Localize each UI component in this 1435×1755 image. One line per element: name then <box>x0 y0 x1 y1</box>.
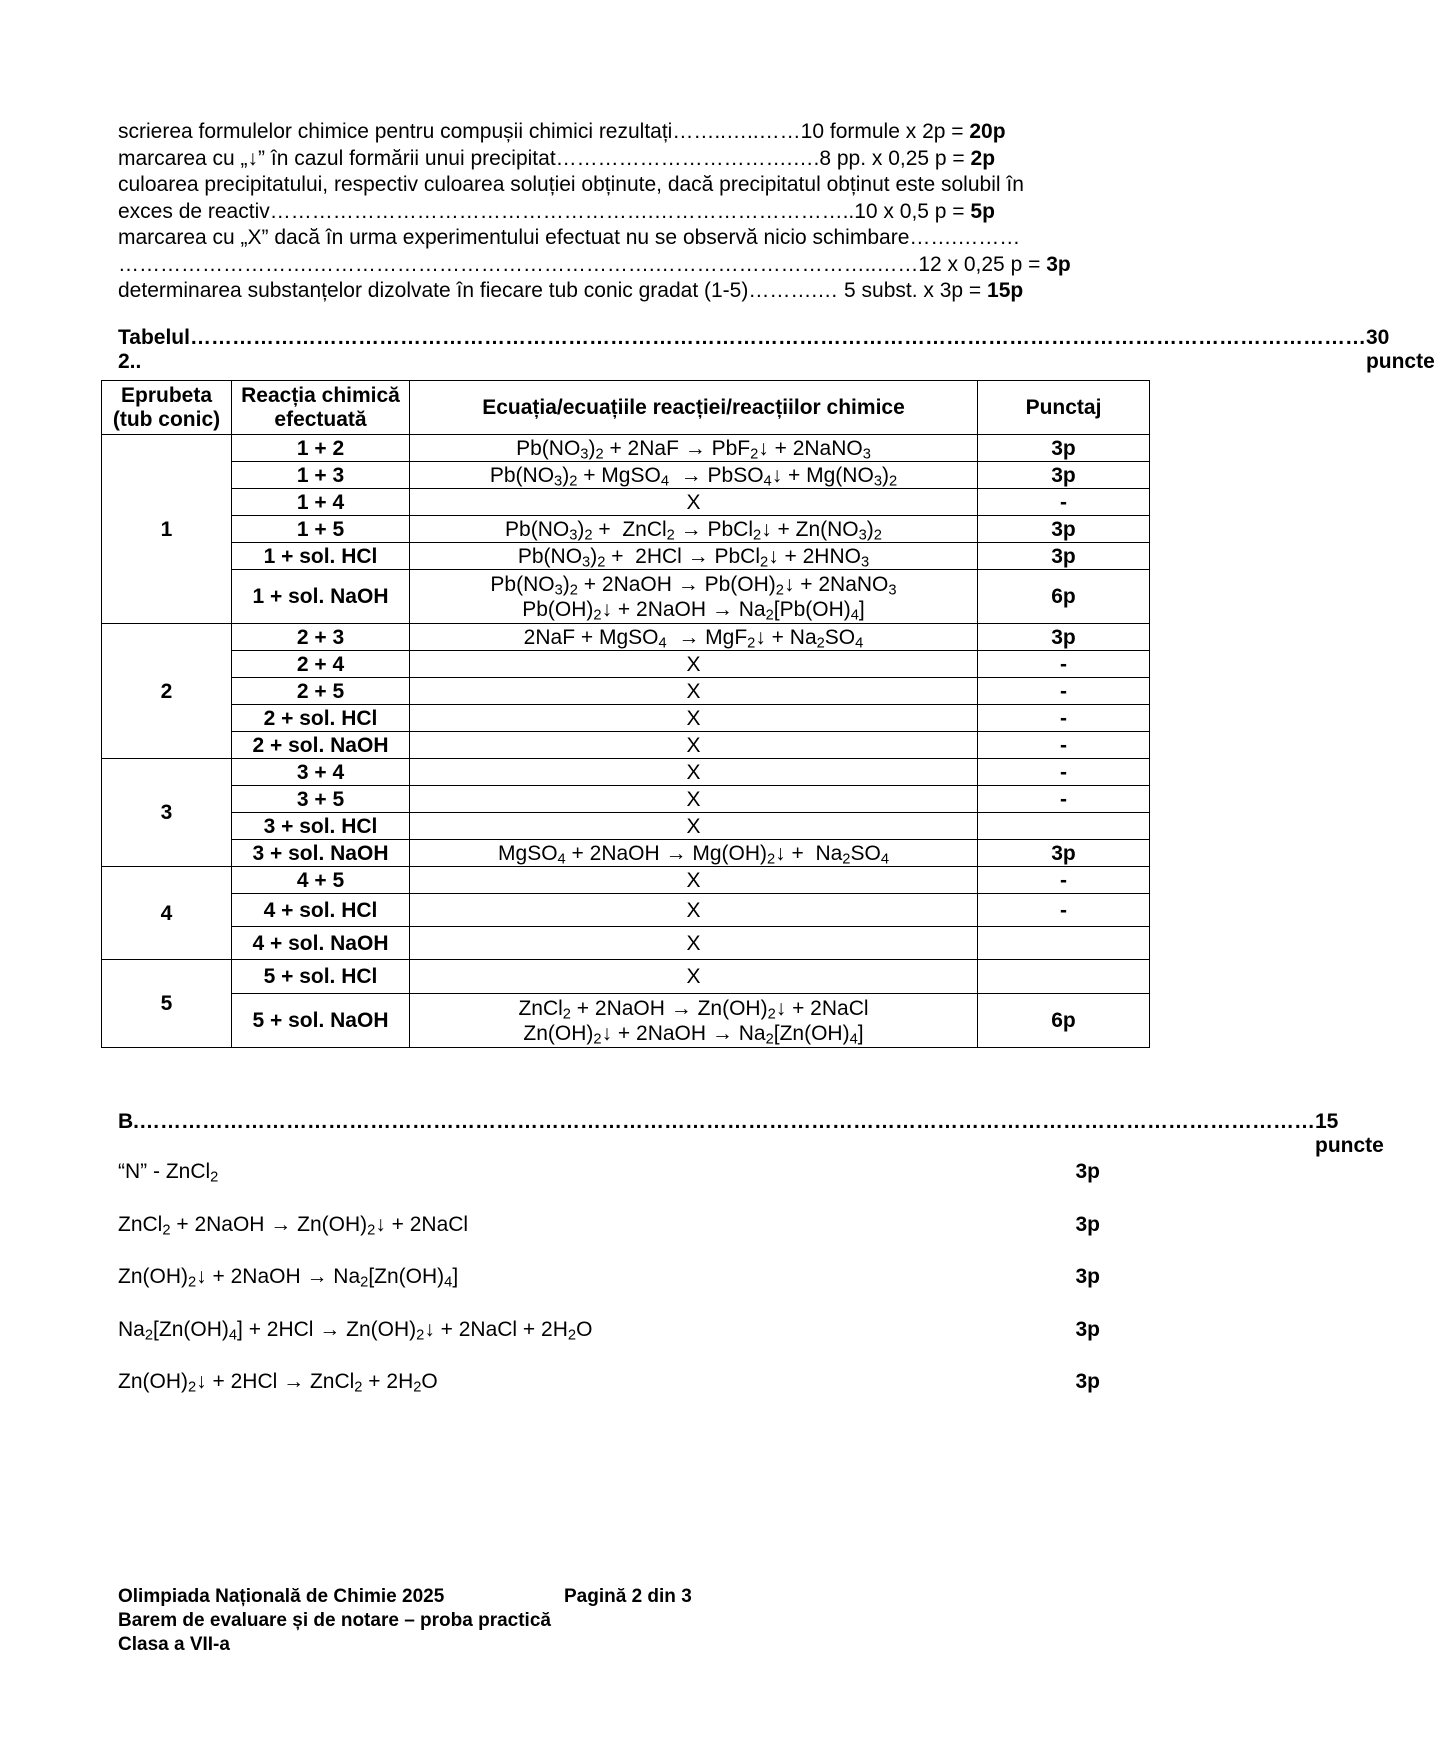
reaction-points: 3p <box>978 543 1150 570</box>
table2-label: Tabelul 2.. <box>118 326 190 373</box>
reaction-equation: X <box>410 651 978 678</box>
reaction-equation: X <box>410 759 978 786</box>
reaction-combo: 5 + sol. NaOH <box>232 994 410 1048</box>
table2-heading <box>118 326 1435 374</box>
reaction-equation: X <box>410 813 978 840</box>
table-row <box>102 489 1150 516</box>
tube-number: 1 <box>102 435 232 624</box>
reaction-combo: 1 + 3 <box>232 462 410 489</box>
reaction-combo: 2 + 3 <box>232 624 410 651</box>
reaction-combo: 3 + sol. NaOH <box>232 840 410 867</box>
reaction-points: 3p <box>978 840 1150 867</box>
section-b-equation: $Na_2[Zn(OH)_4] + 2HCl$ → $Zn(OH)_2↓$ + 2NaCl + $2H_2O$ <box>118 1317 593 1344</box>
footer <box>118 1585 692 1657</box>
scoring-text: ……………………….………………………………………….…………………………..……12 x 0,25 p = <box>118 252 1047 276</box>
section-b-equation: ZnCl$_2$ + 2NaOH → $Zn(OH)_2↓$ + 2NaCl <box>118 1212 469 1239</box>
reaction-points: 6p <box>978 570 1150 624</box>
reaction-combo: 3 + 4 <box>232 759 410 786</box>
footer-barem: Barem de evaluare și de notare – proba practică <box>118 1610 551 1631</box>
reaction-points <box>978 960 1150 994</box>
scoring-text: exces de reactiv……………………………………………….………………………..10 x 0,5 p = <box>118 199 971 223</box>
table-row <box>102 960 1150 994</box>
reaction-combo: 1 + sol. NaOH <box>232 570 410 624</box>
reaction-combo: 3 + 5 <box>232 786 410 813</box>
table-row <box>102 435 1150 462</box>
reaction-points: 6p <box>978 994 1150 1048</box>
table-row <box>102 732 1150 759</box>
scoring-text: determinarea substanțelor dizolvate în fiecare tub conic gradat (1-5)……….… 5 subst. x 3p = <box>118 279 988 302</box>
reaction-points: - <box>978 759 1150 786</box>
reaction-points: - <box>978 705 1150 732</box>
reaction-points: 3p <box>978 624 1150 651</box>
reaction-combo: 4 + sol. NaOH <box>232 927 410 960</box>
table-row <box>102 994 1150 1048</box>
section-b-points-value: 3p <box>1075 1370 1100 1393</box>
section-b-equation: $Zn(OH)_2↓$ + 2NaOH → $Na_2[Zn(OH)_4]$ <box>118 1265 459 1291</box>
reaction-equation: $Pb(NO_3)_2$ + ZnCl$_2$ → PbCl$_2$↓ + $Zn(NO_3)_2$ <box>410 516 978 543</box>
scoring-points: 2p <box>970 146 996 170</box>
reaction-points: - <box>978 867 1150 894</box>
reaction-combo: 4 + sol. HCl <box>232 894 410 927</box>
reaction-combo: 2 + 5 <box>232 678 410 705</box>
section-b-points-value: 3p <box>1075 1160 1100 1183</box>
table-row <box>102 759 1150 786</box>
table-row <box>102 894 1150 927</box>
scoring-line <box>118 198 995 225</box>
scoring-line <box>118 251 1071 278</box>
reaction-equation: X <box>410 894 978 927</box>
reaction-equation: X <box>410 705 978 732</box>
scoring-points: 3p <box>1046 252 1071 276</box>
reaction-combo: 1 + 2 <box>232 435 410 462</box>
tube-number: 5 <box>102 960 232 1048</box>
section-b-equation: “N” - ZnCl$_2$ <box>118 1160 219 1186</box>
reaction-combo: 1 + sol. HCl <box>232 543 410 570</box>
reaction-points: 3p <box>978 516 1150 543</box>
reaction-points: - <box>978 894 1150 927</box>
section-b-item <box>118 1160 1100 1184</box>
scoring-line <box>118 118 1006 145</box>
reaction-equation: 2NaF + MgSO$_4$ → MgF$_2$↓ + $Na_2SO_4$ <box>410 624 978 651</box>
table-row <box>102 813 1150 840</box>
reaction-combo: 2 + sol. HCl <box>232 705 410 732</box>
scoring-line <box>118 171 1024 198</box>
reaction-equation: ZnCl$_2$ + 2NaOH → $Zn(OH)_2↓$ + 2NaCl $Zn(OH)_2↓$ + 2NaOH → $Na_2[Zn(OH)_4]$ <box>410 994 978 1048</box>
table2-dots: …………………………………………………………………………………………………………………………………………………… <box>189 326 1366 349</box>
reaction-combo: 2 + sol. NaOH <box>232 732 410 759</box>
table-row <box>102 927 1150 960</box>
reaction-equation: X <box>410 678 978 705</box>
section-b-heading <box>118 1110 1384 1158</box>
header-equation: Ecuația/ecuațiile reacției/reacțiilor chimice <box>410 381 978 435</box>
reaction-combo: 2 + 4 <box>232 651 410 678</box>
reaction-equation: X <box>410 732 978 759</box>
reaction-points: - <box>978 786 1150 813</box>
reaction-points: - <box>978 651 1150 678</box>
table-row <box>102 867 1150 894</box>
reaction-equation: $Pb(NO_3)_2$ + 2NaOH → $Pb(OH)_2↓$ + 2NaNO$_3$ $Pb(OH)_2↓$ + 2NaOH → $Na_2[Pb(OH)_4]$ <box>410 570 978 624</box>
table-body <box>102 435 1150 1048</box>
table-row <box>102 543 1150 570</box>
section-b-item <box>118 1318 1100 1342</box>
scoring-line <box>118 145 995 172</box>
reaction-points: - <box>978 678 1150 705</box>
table-row <box>102 705 1150 732</box>
scoring-text: culoarea precipitatului, respectiv culoarea soluției obținute, dacă precipitatul obținut este solubil în <box>118 173 1024 196</box>
footer-olympiad: Olimpiada Națională de Chimie 2025 <box>118 1586 445 1607</box>
reactions-table <box>101 380 1150 1048</box>
reaction-equation: X <box>410 489 978 516</box>
header-tube: Eprubeta (tub conic) <box>102 381 232 435</box>
reaction-combo: 5 + sol. HCl <box>232 960 410 994</box>
table-row <box>102 678 1150 705</box>
footer-page: Pagină 2 din 3 <box>564 1586 692 1607</box>
reaction-equation: $Pb(NO_3)_2 + 2HCl$ → PbCl$_2$↓ + $2HNO_3$ <box>410 543 978 570</box>
footer-class: Clasa a VII-a <box>118 1634 230 1655</box>
reaction-points: 3p <box>978 462 1150 489</box>
table-row <box>102 624 1150 651</box>
section-b-points-value: 3p <box>1075 1317 1100 1341</box>
reaction-equation: X <box>410 927 978 960</box>
reaction-equation: X <box>410 867 978 894</box>
section-b-points: 15 puncte <box>1315 1110 1384 1157</box>
tube-number: 2 <box>102 624 232 759</box>
section-b-item <box>118 1370 1100 1394</box>
reaction-equation: MgSO$_4$ + 2NaOH → $Mg(OH)_2↓ + Na_2SO_4$ <box>410 840 978 867</box>
reaction-points: - <box>978 489 1150 516</box>
section-b-label: B. <box>118 1110 139 1133</box>
reaction-equation: $Pb(NO_3)_2 + 2NaF$ → PbF$_2$↓ + 2NaNO$_3$ <box>410 435 978 462</box>
table-row <box>102 516 1150 543</box>
tube-number: 3 <box>102 759 232 867</box>
reaction-points <box>978 927 1150 960</box>
reaction-equation: X <box>410 786 978 813</box>
section-b-item <box>118 1213 1100 1237</box>
scoring-text: scrierea formulelor chimice pentru compușii chimici rezultați……..…..……10 formule x 2p = <box>118 120 970 143</box>
scoring-line <box>118 277 1023 304</box>
scoring-text: marcarea cu „X” dacă în urma experimentului efectuat nu se observă nicio schimbare…….……… <box>118 226 1021 249</box>
reaction-combo: 1 + 4 <box>232 489 410 516</box>
section-b-equation: $Zn(OH)_2↓ + 2HCl$ → ZnCl$_2$ + $2H_2O$ <box>118 1370 438 1396</box>
scoring-points: 15p <box>987 279 1024 302</box>
table-row <box>102 651 1150 678</box>
section-b-dots: …………………………………………………………………………………………………………………………………………………… <box>139 1110 1315 1133</box>
scoring-points: 5p <box>970 199 995 223</box>
reaction-points <box>978 813 1150 840</box>
section-b-points-value: 3p <box>1075 1212 1100 1236</box>
tube-number: 4 <box>102 867 232 960</box>
reaction-points: - <box>978 732 1150 759</box>
reaction-equation: X <box>410 960 978 994</box>
reaction-combo: 4 + 5 <box>232 867 410 894</box>
reaction-points: 3p <box>978 435 1150 462</box>
header-points: Punctaj <box>978 381 1150 435</box>
header-reaction: Reacția chimică efectuată <box>232 381 410 435</box>
reaction-equation: $Pb(NO_3)_2$ + MgSO$_4$ → PbSO$_4$↓ + $Mg(NO_3)_2$ <box>410 462 978 489</box>
scoring-points: 20p <box>969 120 1006 143</box>
reaction-combo: 3 + sol. HCl <box>232 813 410 840</box>
reaction-combo: 1 + 5 <box>232 516 410 543</box>
table-row <box>102 840 1150 867</box>
section-b-points-value: 3p <box>1075 1265 1100 1288</box>
section-b-item <box>118 1265 1100 1289</box>
scoring-line <box>118 224 1020 251</box>
scoring-text: marcarea cu „↓” în cazul formării unui precipitat…………………………….….8 pp. x 0,25 p = <box>118 146 971 170</box>
table2-points: 30 puncte <box>1365 326 1435 373</box>
table-row <box>102 462 1150 489</box>
table-row <box>102 786 1150 813</box>
table-row <box>102 570 1150 624</box>
